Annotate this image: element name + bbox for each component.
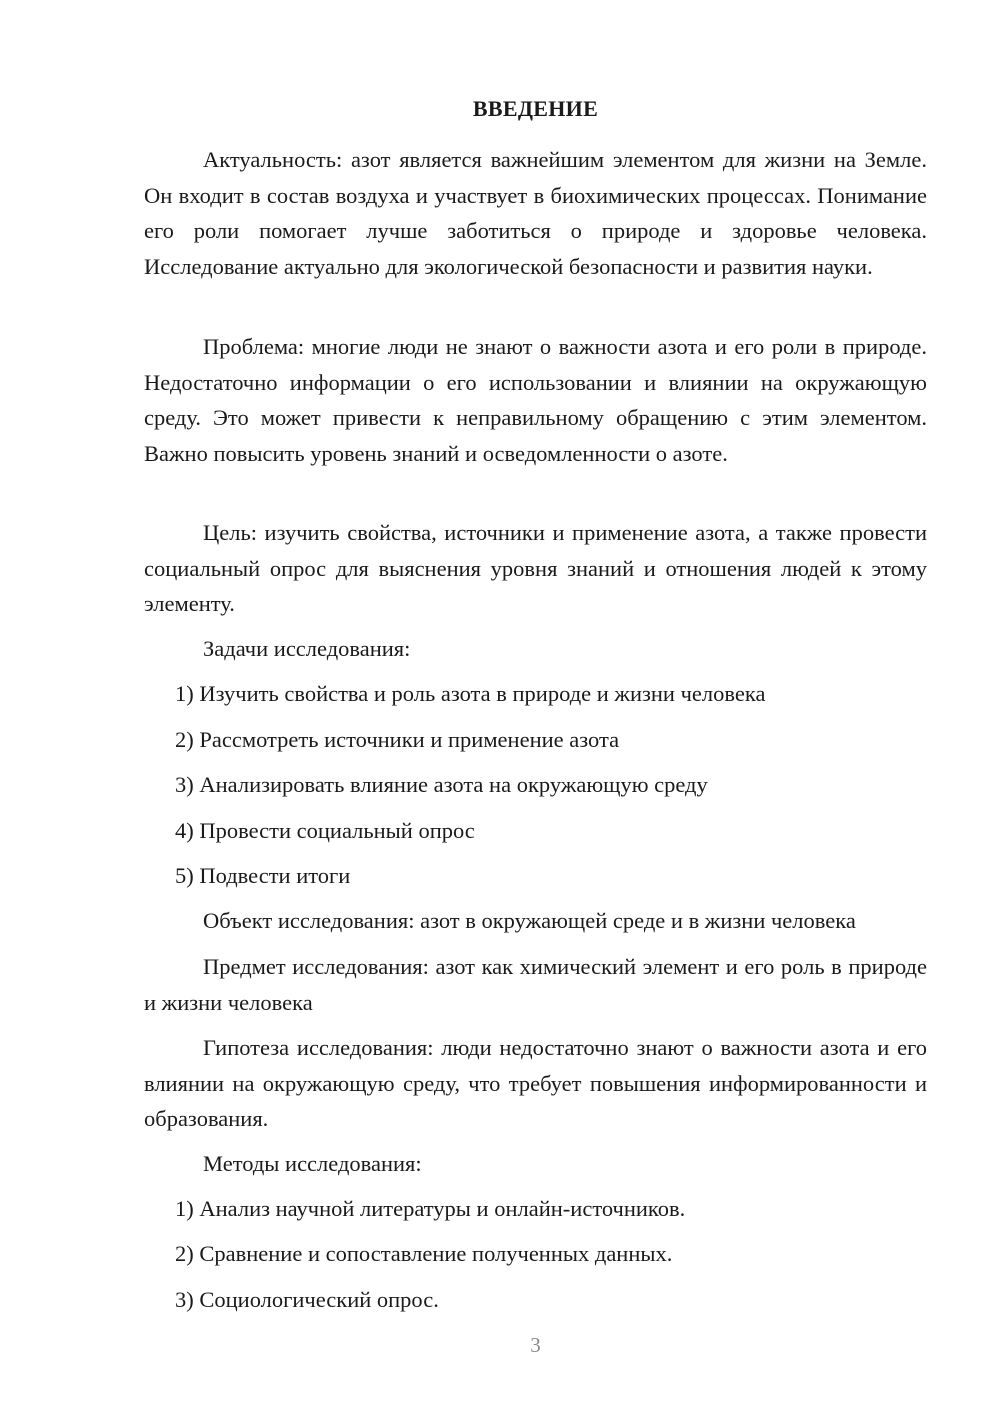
task-item: 3) Анализировать влияние азота на окружающую среду — [175, 772, 708, 797]
task-item: 5) Подвести итоги — [175, 863, 351, 888]
task-item: 2) Рассмотреть источники и применение азота — [175, 727, 620, 752]
method-item: 1) Анализ научной литературы и онлайн-источников. — [175, 1196, 686, 1221]
task-item: 4) Провести социальный опрос — [175, 818, 475, 843]
subject-paragraph: Предмет исследования: азот как химический элемент и его роль в природе и жизни человека — [144, 954, 927, 1015]
page-number: 3 — [530, 1333, 541, 1357]
hypothesis-paragraph: Гипотеза исследования: люди недостаточно знают о важности азота и его влиянии на окружающую среду, что требует повышения информированности и образования. — [144, 1035, 927, 1131]
section-heading: ВВЕДЕНИЕ — [472, 96, 599, 121]
method-item: 3) Социологический опрос. — [175, 1287, 439, 1312]
relevance-paragraph: Актуальность: азот является важнейшим элементом для жизни на Земле. Он входит в состав воздуха и участвует в биохимических процессах. Понимание его роли помогает лучше заботиться о природе и здоровье человека. Исследование актуально для экологической безопасности и развития науки. — [144, 147, 927, 279]
task-item: 1) Изучить свойства и роль азота в природе и жизни человека — [175, 681, 766, 706]
goal-paragraph: Цель: изучить свойства, источники и применение азота, а также провести социальный опрос для выяснения уровня знаний и отношения людей к этому элементу. — [144, 520, 927, 616]
method-item: 2) Сравнение и сопоставление полученных данных. — [175, 1241, 673, 1266]
document-page — [144, 0, 927, 1414]
problem-paragraph: Проблема: многие люди не знают о важности азота и его роли в природе. Недостаточно информации о его использовании и влиянии на окружающую среду. Это может привести к неправильному обращению с этим элементом. Важно повысить уровень знаний и осведомленности о азоте. — [144, 334, 927, 466]
tasks-title: Задачи исследования: — [203, 636, 411, 661]
methods-title: Методы исследования: — [203, 1151, 422, 1176]
object-paragraph: Объект исследования: азот в окружающей среде и в жизни человека — [203, 908, 856, 933]
